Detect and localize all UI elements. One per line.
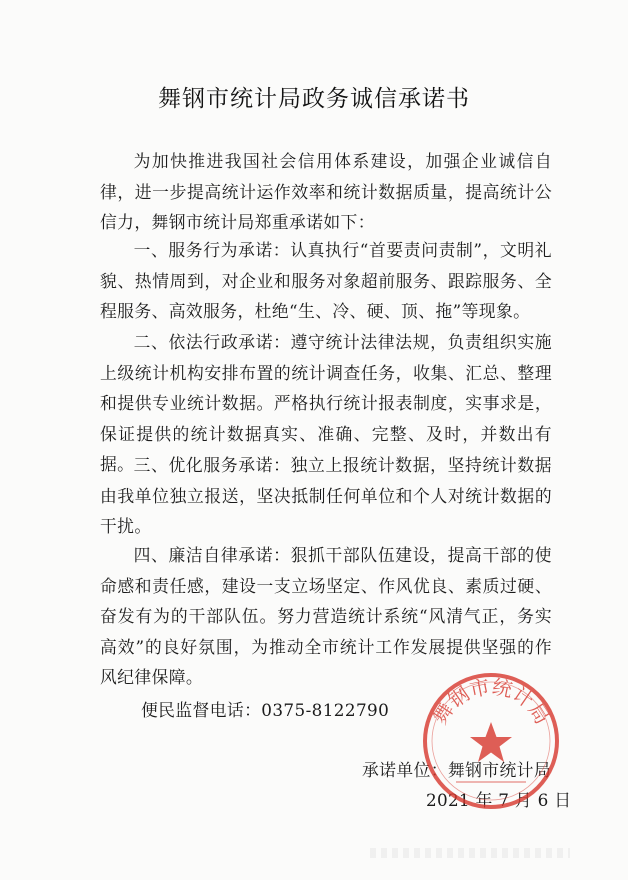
- page-edge-marks: [370, 848, 570, 858]
- signing-unit: 承诺单位：舞钢市统计局: [362, 760, 551, 780]
- integrity-commitment-paragraph: 四、廉洁自律承诺：狠抓干部队伍建设，提高干部的使命感和责任感，建设一支立场坚定、作风优良、素质过硬、奋发有为的干部队伍。努力营造统计系统“风清气正，务实高效”的良好氛围，为推动全市统计工作发展提供坚强的作风纪律保障。: [100, 545, 552, 687]
- law-commitment-paragraph: 二、依法行政承诺：遵守统计法律法规，负责组织实施上级统计机构安排布置的统计调查任务，收集、汇总、整理和提供专业统计数据。严格执行统计报表制度，实事求是，保证提供的统计数据真实、准确、完整、及时，并数出有据。: [100, 332, 552, 474]
- signing-date: 2021 年 7 月 6 日: [426, 790, 572, 810]
- intro-paragraph: 为加快推进我国社会信用体系建设，加强企业诚信自律，进一步提高统计运作效率和统计数据质量，提高统计公信力，舞钢市统计局郑重承诺如下：: [100, 151, 552, 232]
- seal-text: 舞钢市统计局: [427, 674, 555, 729]
- document-title: 舞钢市统计局政务诚信承诺书: [158, 86, 470, 112]
- seal-star-icon: [470, 722, 512, 762]
- supervision-hotline: 便民监督电话：0375-8122790: [141, 700, 390, 720]
- official-seal-icon: [420, 670, 562, 812]
- optimize-service-paragraph: 三、优化服务承诺：独立上报统计数据，坚持统计数据由我单位独立报送，坚决抵制任何单位和个人对统计数据的干扰。: [100, 455, 552, 536]
- service-commitment-paragraph: 一、服务行为承诺：认真执行“首要责问责制”，文明礼貌、热情周到，对企业和服务对象超前服务、跟踪服务、全程服务、高效服务，杜绝“生、冷、硬、顶、拖”等现象。: [100, 240, 552, 321]
